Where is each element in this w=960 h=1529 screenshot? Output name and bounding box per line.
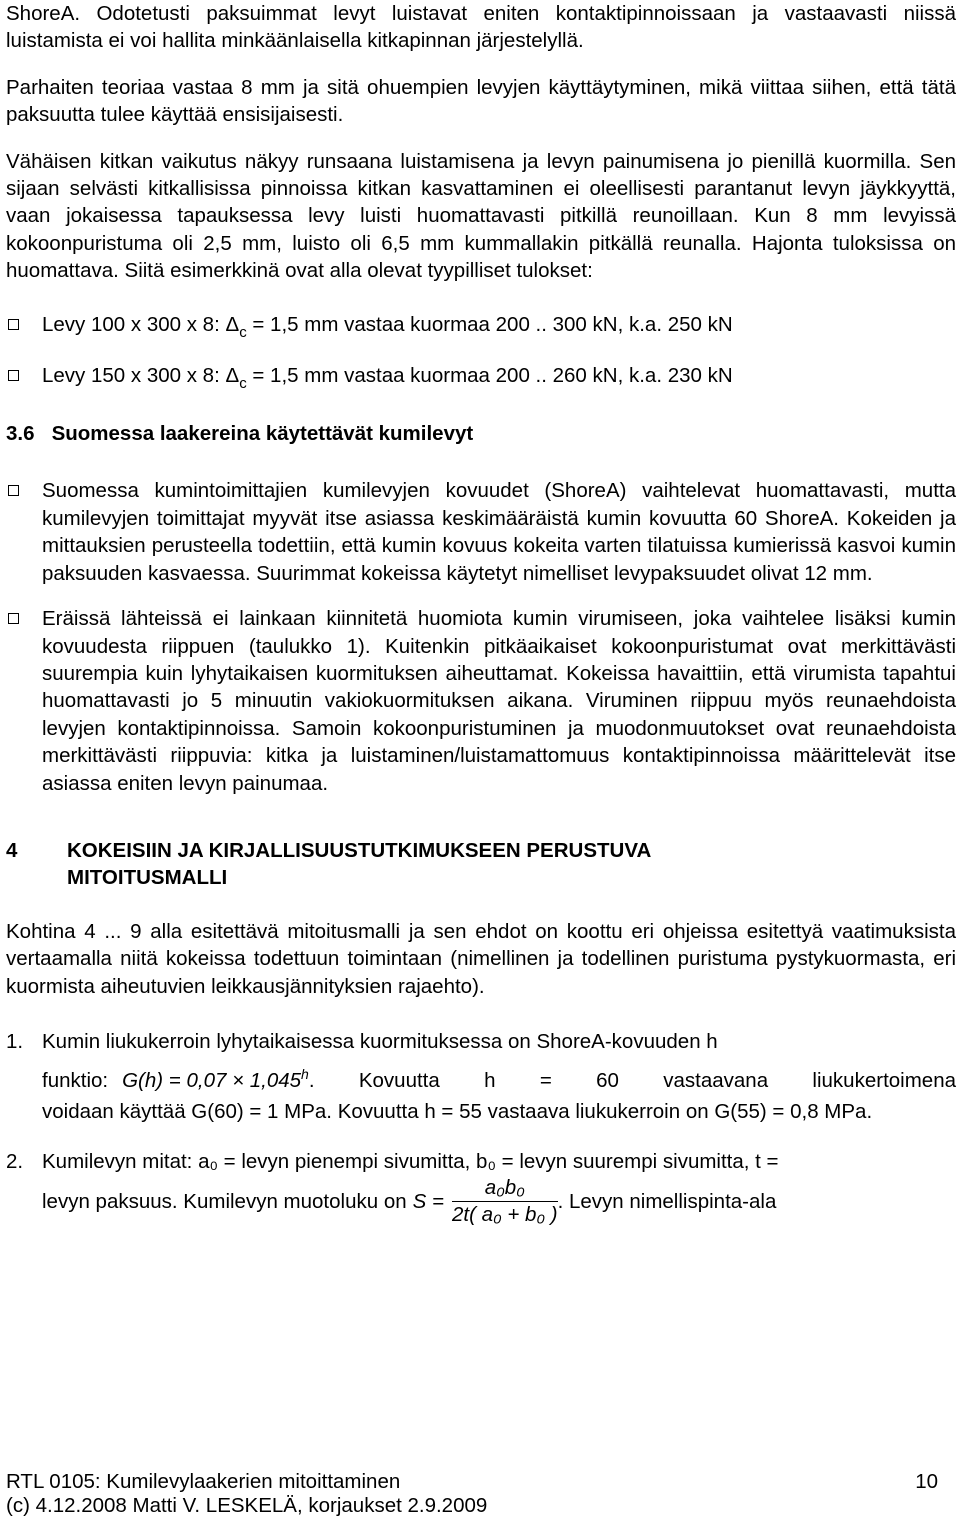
shape-factor-fraction: $\frac{\text{a₀b₀}}{\text{2t( a₀ + b₀ )}}$ bbox=[451, 1176, 558, 1227]
checkbox-bullet-icon bbox=[8, 485, 19, 496]
page-footer bbox=[6, 1470, 938, 1518]
section-3-6-heading: 3.6 Suomessa laakereina käytettävät kumilevyt bbox=[6, 422, 474, 446]
result-item: Levy 150 x 300 x 8: $\Delta_c = 1,5$ mm vastaa kuormaa 200 .. 260 kN, k.a. 230 kN bbox=[6, 362, 956, 391]
numbered-item-2: 2. Kumilevyn mitat: a₀ = levyn pienempi sivumitta, b₀ = levyn suurempi sivumitta, t = levyn paksuus. Kumilevyn muotoluku on S = $\frac{\text{a₀b₀}}{\text{2t( a₀ + b₀ )}}$ . Levyn nimellispinta-ala bbox=[6, 1150, 779, 1227]
paragraph-intro-1: ShoreA. Odotetusti paksuimmat levyt luistavat eniten kontaktipinnoissaan ja vastaavasti niissä luistamista ei voi hallita minkäänlaisella kitkapinnan järjestelyllä. bbox=[6, 2, 956, 53]
results-list bbox=[6, 311, 956, 392]
checkbox-bullet-icon bbox=[8, 613, 19, 624]
section-4-intro: Kohtina 4 ... 9 alla esitettävä mitoitusmalli ja sen ehdot on koottu eri ohjeissa esitettyä vaatimuksista vertaamalla niitä kokeissa todettuun toimintaan (nimellinen ja todellinen puristuma pystykuormasta, eri kuormista aiheutuvien leikkausjännityksien rajaehto). bbox=[6, 919, 956, 998]
document-page bbox=[6, 0, 956, 1228]
liukukerroin-formula: G(h) = 0,07 × 1,045$^h$ bbox=[122, 1066, 309, 1093]
shape-factor-formula: S = $\frac{\text{a₀b₀}}{\text{2t( a₀ + b₀ )}}$ bbox=[412, 1176, 558, 1227]
section-3-6-bullet-2: Eräissä lähteissä ei lainkaan kiinnitetä huomiota kumin virumiseen, joka vaihtelee lisäksi kumin kovuudesta riippuen (taulukko 1). Kuitenkin pitkäaikaiset kokoonpuristumat ovat merkittävästi suurempia kuin lyhytaikaisen kuormituksen aiheuttamat. Kokeissa havaittiin, että virumista tapahtui huomattavasti jo 5 minuutin vakiokuormituksen aikana. Viruminen riippuu myös reunaehdoista levyjen kontaktipinnoissa. Samoin kokoonpuristuminen ja muodonmuutokset ovat reunaehdoista merkittävästi riippuvia: kitka ja luistaminen/luistamattomuus kontaktipinnoissa määrittelevät itse asiassa eniten levyn painumaa. bbox=[6, 605, 956, 797]
section-4-heading: 4 KOKEISIIN JA KIRJALLISUUSTUTKIMUKSEEN PERUSTUVA MITOITUSMALLI bbox=[6, 838, 652, 890]
copyright: (c) 4.12.2008 Matti V. LESKELÄ, korjaukset 2.9.2009 bbox=[6, 1494, 488, 1517]
paragraph-intro-2: Parhaiten teoriaa vastaa 8 mm ja sitä ohuempien levyjen käyttäytyminen, mikä viittaa siihen, että tätä paksuutta tulee käyttää ensisijaisesti. bbox=[6, 75, 956, 127]
section-3-6-bullet-1: Suomessa kumintoimittajien kumilevyjen kovuudet (ShoreA) vaihtelevat huomattavasti, mutta kumilevyjen toimittajat myyvät itse asiassa keskimääräistä kumin kovuutta 60 ShoreA. Kokeiden ja mittauksien perusteella todettiin, että kumin kovuus kokeita varten tilatuissa kumierissä kasvoi kumin paksuuden kasvaessa. Suurimmat kokeissa käytetyt nimelliset levypaksuudet olivat 12 mm. bbox=[6, 477, 956, 587]
paragraph-intro-3: Vähäisen kitkan vaikutus näkyy runsaana luistamisena ja levyn painumisena jo pienillä kuormilla. Sen sijaan selvästi kitkallisissa pinnoissa kitkan kasvattaminen ei oleellisesti parantanut levyn jäykkyyttä, vaan jokaisessa tapauksessa levy luisti huomattavasti pitkillä reunoillaan. Kun 8 mm levyissä kokoonpuristuma oli 2,5 mm, luisto oli 6,5 mm kummallakin pitkällä reunalla. Hajonta tuloksissa on huomattava. Siitä esimerkkinä ovat alla olevat tyypilliset tulokset: bbox=[6, 149, 956, 283]
numbered-item-1: 1. Kumin liukukerroin lyhytaikaisessa kuormituksessa on ShoreA-kovuuden h funktio: G(h) = 0,07 × 1,045$^h$ . Kovuutta h = 60 vastaavana liukukertoimena voidaan käyttää G(60) = 1 MPa. Kovuutta h = 55 vastaava liukukerroin on G(55) = 0,8 MPa. bbox=[6, 1029, 956, 1123]
result-item: Levy 100 x 300 x 8: $\Delta_c = 1,5$ mm vastaa kuormaa 200 .. 300 kN, k.a. 250 kN bbox=[6, 311, 956, 340]
page-number: 10 bbox=[915, 1470, 938, 1493]
checkbox-bullet-icon bbox=[8, 319, 19, 330]
document-title: RTL 0105: Kumilevylaakerien mitoittaminen bbox=[6, 1470, 401, 1493]
checkbox-bullet-icon bbox=[8, 370, 19, 381]
